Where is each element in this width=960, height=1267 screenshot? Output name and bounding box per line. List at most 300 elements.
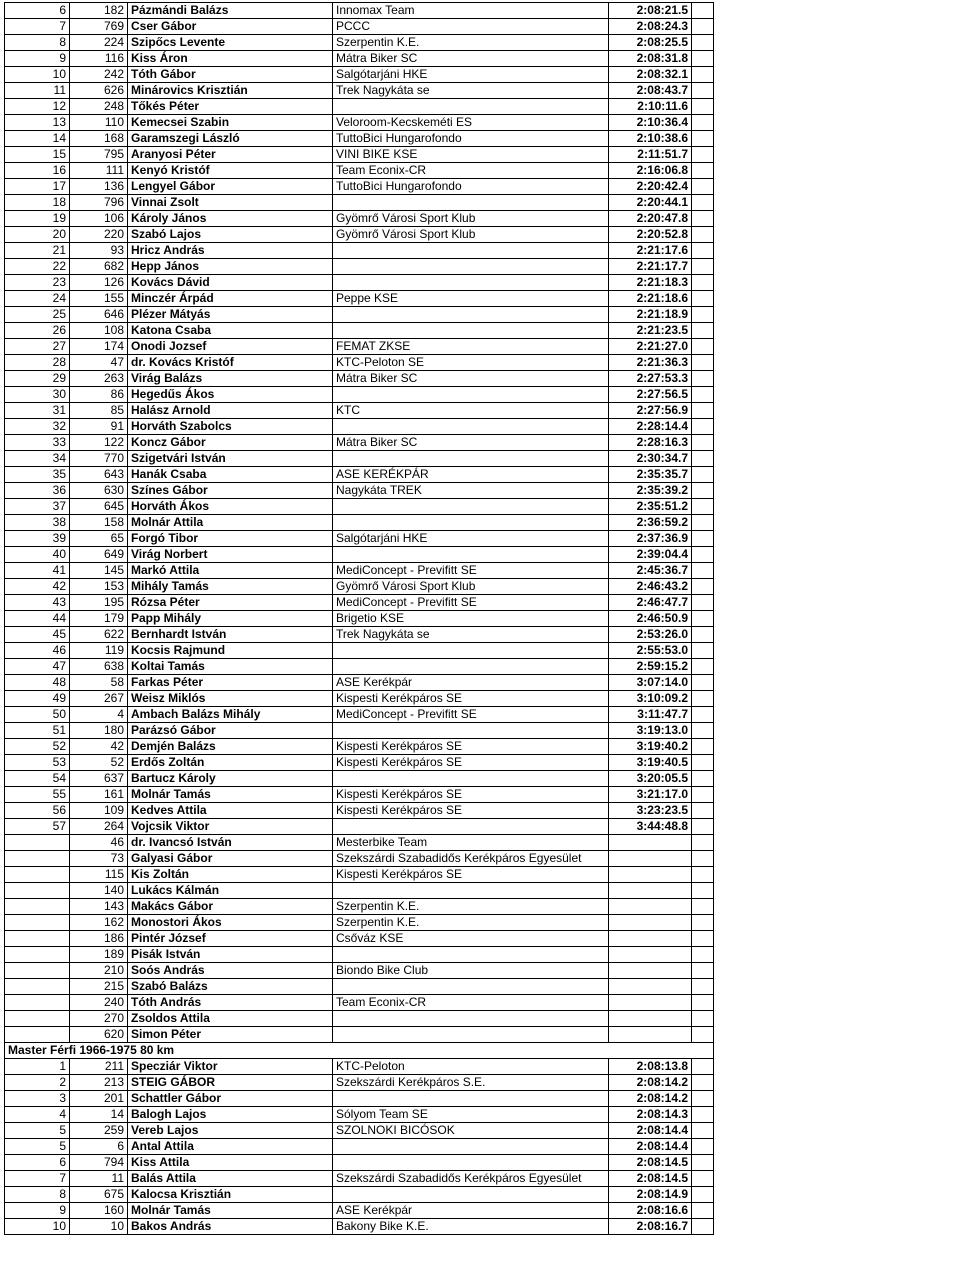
empty-cell [692, 467, 714, 483]
rider-name-cell: Hricz András [128, 243, 333, 259]
table-row [5, 467, 714, 483]
finish-time-cell: 2:27:56.5 [609, 387, 692, 403]
bib-number-cell: 211 [70, 1059, 128, 1075]
table-row [5, 1203, 714, 1219]
table-row [5, 627, 714, 643]
position-cell: 2 [5, 1075, 70, 1091]
rider-name-cell: Forgó Tibor [128, 531, 333, 547]
bib-number-cell: 14 [70, 1107, 128, 1123]
empty-cell [692, 963, 714, 979]
empty-cell [692, 243, 714, 259]
finish-time-cell: 2:10:36.4 [609, 115, 692, 131]
empty-cell [692, 803, 714, 819]
finish-time-cell: 2:28:14.4 [609, 419, 692, 435]
position-cell: 33 [5, 435, 70, 451]
empty-cell [692, 1203, 714, 1219]
finish-time-cell: 2:08:16.6 [609, 1203, 692, 1219]
position-cell: 47 [5, 659, 70, 675]
bib-number-cell: 108 [70, 323, 128, 339]
empty-cell [692, 275, 714, 291]
bib-number-cell: 267 [70, 691, 128, 707]
empty-cell [692, 883, 714, 899]
rider-name-cell: Molnár Tamás [128, 1203, 333, 1219]
table-row [5, 771, 714, 787]
bib-number-cell: 646 [70, 307, 128, 323]
finish-time-cell: 2:16:06.8 [609, 163, 692, 179]
empty-cell [692, 291, 714, 307]
table-row [5, 83, 714, 99]
team-cell: ASE KERÉKPÁR [333, 467, 609, 483]
empty-cell [692, 1171, 714, 1187]
rider-name-cell: Pázmándi Balázs [128, 3, 333, 19]
bib-number-cell: 93 [70, 243, 128, 259]
table-row [5, 723, 714, 739]
team-cell [333, 323, 609, 339]
bib-number-cell: 770 [70, 451, 128, 467]
rider-name-cell: Garamszegi László [128, 131, 333, 147]
empty-cell [692, 595, 714, 611]
team-cell: Team Econix-CR [333, 163, 609, 179]
rider-name-cell: Koltai Tamás [128, 659, 333, 675]
position-cell: 15 [5, 147, 70, 163]
table-row [5, 147, 714, 163]
finish-time-cell: 2:21:17.7 [609, 259, 692, 275]
rider-name-cell: Tóth András [128, 995, 333, 1011]
position-cell: 6 [5, 1155, 70, 1171]
bib-number-cell: 637 [70, 771, 128, 787]
rider-name-cell: Bakos András [128, 1219, 333, 1235]
empty-cell [692, 867, 714, 883]
finish-time-cell: 2:20:52.8 [609, 227, 692, 243]
position-cell: 35 [5, 467, 70, 483]
position-cell: 34 [5, 451, 70, 467]
bib-number-cell: 622 [70, 627, 128, 643]
bib-number-cell: 179 [70, 611, 128, 627]
table-row [5, 803, 714, 819]
table-row [5, 691, 714, 707]
finish-time-cell: 2:35:39.2 [609, 483, 692, 499]
team-cell [333, 275, 609, 291]
position-cell: 54 [5, 771, 70, 787]
empty-cell [692, 67, 714, 83]
rider-name-cell: Schattler Gábor [128, 1091, 333, 1107]
team-cell: KTC-Peloton [333, 1059, 609, 1075]
empty-cell [692, 387, 714, 403]
rider-name-cell: Kovács Dávid [128, 275, 333, 291]
team-cell: Kispesti Kerékpáros SE [333, 755, 609, 771]
finish-time-cell: 2:08:32.1 [609, 67, 692, 83]
position-cell: 45 [5, 627, 70, 643]
empty-cell [692, 179, 714, 195]
position-cell: 31 [5, 403, 70, 419]
team-cell: Brigetio KSE [333, 611, 609, 627]
team-cell [333, 387, 609, 403]
finish-time-cell: 2:08:14.9 [609, 1187, 692, 1203]
team-cell: Csőváz KSE [333, 931, 609, 947]
bib-number-cell: 168 [70, 131, 128, 147]
empty-cell [692, 51, 714, 67]
empty-cell [692, 675, 714, 691]
table-row [5, 787, 714, 803]
bib-number-cell: 189 [70, 947, 128, 963]
team-cell [333, 1027, 609, 1043]
team-cell [333, 771, 609, 787]
rider-name-cell: Horváth Ákos [128, 499, 333, 515]
rider-name-cell: Szabó Lajos [128, 227, 333, 243]
table-row [5, 835, 714, 851]
bib-number-cell: 65 [70, 531, 128, 547]
table-row [5, 755, 714, 771]
empty-cell [692, 115, 714, 131]
rider-name-cell: Markó Attila [128, 563, 333, 579]
position-cell: 26 [5, 323, 70, 339]
bib-number-cell: 240 [70, 995, 128, 1011]
finish-time-cell: 3:07:14.0 [609, 675, 692, 691]
team-cell: Gyömrő Városi Sport Klub [333, 579, 609, 595]
table-row [5, 115, 714, 131]
team-cell: Szekszárdi Szabadidős Kerékpáros Egyesület [333, 1171, 609, 1187]
bib-number-cell: 110 [70, 115, 128, 131]
finish-time-cell [609, 835, 692, 851]
rider-name-cell: Koncz Gábor [128, 435, 333, 451]
bib-number-cell: 158 [70, 515, 128, 531]
empty-cell [692, 563, 714, 579]
empty-cell [692, 979, 714, 995]
finish-time-cell [609, 851, 692, 867]
position-cell [5, 899, 70, 915]
empty-cell [692, 195, 714, 211]
team-cell: KTC-Peloton SE [333, 355, 609, 371]
position-cell: 55 [5, 787, 70, 803]
finish-time-cell: 2:08:21.5 [609, 3, 692, 19]
position-cell [5, 947, 70, 963]
position-cell: 5 [5, 1139, 70, 1155]
position-cell: 21 [5, 243, 70, 259]
position-cell: 50 [5, 707, 70, 723]
table-row [5, 499, 714, 515]
position-cell [5, 1027, 70, 1043]
empty-cell [692, 163, 714, 179]
empty-cell [692, 259, 714, 275]
finish-time-cell: 3:20:05.5 [609, 771, 692, 787]
position-cell: 4 [5, 1107, 70, 1123]
rider-name-cell: Vinnai Zsolt [128, 195, 333, 211]
empty-cell [692, 1011, 714, 1027]
rider-name-cell: Monostori Ákos [128, 915, 333, 931]
table-row [5, 995, 714, 1011]
table-row [5, 323, 714, 339]
finish-time-cell: 3:11:47.7 [609, 707, 692, 723]
empty-cell [692, 579, 714, 595]
team-cell: SZOLNOKI BICÓSOK [333, 1123, 609, 1139]
finish-time-cell: 2:36:59.2 [609, 515, 692, 531]
bib-number-cell: 248 [70, 99, 128, 115]
table-row [5, 259, 714, 275]
table-row [5, 931, 714, 947]
bib-number-cell: 215 [70, 979, 128, 995]
empty-cell [692, 739, 714, 755]
empty-cell [692, 147, 714, 163]
position-cell: 57 [5, 819, 70, 835]
bib-number-cell: 91 [70, 419, 128, 435]
finish-time-cell: 2:08:14.2 [609, 1091, 692, 1107]
team-cell [333, 99, 609, 115]
team-cell: Mátra Biker SC [333, 435, 609, 451]
team-cell: Kispesti Kerékpáros SE [333, 739, 609, 755]
bib-number-cell: 47 [70, 355, 128, 371]
rider-name-cell: Balás Attila [128, 1171, 333, 1187]
bib-number-cell: 106 [70, 211, 128, 227]
table-row [5, 403, 714, 419]
empty-cell [692, 3, 714, 19]
finish-time-cell [609, 1027, 692, 1043]
rider-name-cell: Kiss Attila [128, 1155, 333, 1171]
team-cell: Kispesti Kerékpáros SE [333, 803, 609, 819]
empty-cell [692, 483, 714, 499]
empty-cell [692, 931, 714, 947]
finish-time-cell: 2:11:51.7 [609, 147, 692, 163]
bib-number-cell: 10 [70, 1219, 128, 1235]
empty-cell [692, 1059, 714, 1075]
finish-time-cell: 2:08:14.5 [609, 1171, 692, 1187]
team-cell [333, 1011, 609, 1027]
rider-name-cell: Kalocsa Krisztián [128, 1187, 333, 1203]
rider-name-cell: Bernhardt István [128, 627, 333, 643]
bib-number-cell: 769 [70, 19, 128, 35]
team-cell [333, 259, 609, 275]
bib-number-cell: 242 [70, 67, 128, 83]
position-cell [5, 835, 70, 851]
table-row [5, 387, 714, 403]
team-cell [333, 883, 609, 899]
position-cell: 37 [5, 499, 70, 515]
position-cell: 38 [5, 515, 70, 531]
finish-time-cell: 3:19:13.0 [609, 723, 692, 739]
rider-name-cell: Molnár Attila [128, 515, 333, 531]
bib-number-cell: 213 [70, 1075, 128, 1091]
bib-number-cell: 264 [70, 819, 128, 835]
bib-number-cell: 675 [70, 1187, 128, 1203]
position-cell [5, 851, 70, 867]
bib-number-cell: 643 [70, 467, 128, 483]
bib-number-cell: 645 [70, 499, 128, 515]
empty-cell [692, 1219, 714, 1235]
finish-time-cell: 2:08:31.8 [609, 51, 692, 67]
rider-name-cell: Plézer Mátyás [128, 307, 333, 323]
table-row [5, 179, 714, 195]
position-cell: 9 [5, 51, 70, 67]
bib-number-cell: 140 [70, 883, 128, 899]
finish-time-cell: 2:10:11.6 [609, 99, 692, 115]
table-row [5, 595, 714, 611]
rider-name-cell: Aranyosi Péter [128, 147, 333, 163]
rider-name-cell: Zsoldos Attila [128, 1011, 333, 1027]
team-cell: Trek Nagykáta se [333, 83, 609, 99]
position-cell: 16 [5, 163, 70, 179]
position-cell: 10 [5, 67, 70, 83]
bib-number-cell: 155 [70, 291, 128, 307]
team-cell [333, 547, 609, 563]
finish-time-cell: 2:21:23.5 [609, 323, 692, 339]
finish-time-cell: 2:27:56.9 [609, 403, 692, 419]
empty-cell [692, 499, 714, 515]
finish-time-cell [609, 1011, 692, 1027]
team-cell: FEMAT ZKSE [333, 339, 609, 355]
bib-number-cell: 42 [70, 739, 128, 755]
position-cell: 18 [5, 195, 70, 211]
empty-cell [692, 643, 714, 659]
finish-time-cell [609, 963, 692, 979]
finish-time-cell: 2:21:17.6 [609, 243, 692, 259]
empty-cell [692, 1139, 714, 1155]
position-cell: 39 [5, 531, 70, 547]
team-cell: Szerpentin K.E. [333, 915, 609, 931]
empty-cell [692, 307, 714, 323]
empty-cell [692, 835, 714, 851]
rider-name-cell: Soós András [128, 963, 333, 979]
finish-time-cell: 2:08:13.8 [609, 1059, 692, 1075]
position-cell: 40 [5, 547, 70, 563]
bib-number-cell: 6 [70, 1139, 128, 1155]
rider-name-cell: Papp Mihály [128, 611, 333, 627]
position-cell: 9 [5, 1203, 70, 1219]
position-cell: 52 [5, 739, 70, 755]
team-cell: Kispesti Kerékpáros SE [333, 867, 609, 883]
rider-name-cell: Ambach Balázs Mihály [128, 707, 333, 723]
finish-time-cell: 2:20:44.1 [609, 195, 692, 211]
empty-cell [692, 915, 714, 931]
rider-name-cell: Szigetvári István [128, 451, 333, 467]
empty-cell [692, 899, 714, 915]
table-row [5, 435, 714, 451]
team-cell: Szekszárdi Kerékpáros S.E. [333, 1075, 609, 1091]
finish-time-cell: 2:21:36.3 [609, 355, 692, 371]
table-row [5, 963, 714, 979]
empty-cell [692, 19, 714, 35]
table-row [5, 1107, 714, 1123]
table-row [5, 851, 714, 867]
position-cell: 51 [5, 723, 70, 739]
team-cell [333, 979, 609, 995]
position-cell: 1 [5, 1059, 70, 1075]
team-cell [333, 195, 609, 211]
empty-cell [692, 1107, 714, 1123]
finish-time-cell: 2:35:35.7 [609, 467, 692, 483]
team-cell: ASE Kerékpár [333, 675, 609, 691]
table-row [5, 339, 714, 355]
position-cell [5, 979, 70, 995]
finish-time-cell: 3:10:09.2 [609, 691, 692, 707]
bib-number-cell: 145 [70, 563, 128, 579]
bib-number-cell: 119 [70, 643, 128, 659]
empty-cell [692, 851, 714, 867]
position-cell: 56 [5, 803, 70, 819]
empty-cell [692, 355, 714, 371]
bib-number-cell: 210 [70, 963, 128, 979]
team-cell [333, 643, 609, 659]
team-cell: KTC [333, 403, 609, 419]
table-row [5, 867, 714, 883]
team-cell: Team Econix-CR [333, 995, 609, 1011]
empty-cell [692, 755, 714, 771]
table-row [5, 67, 714, 83]
table-row [5, 163, 714, 179]
team-cell: MediConcept - Previfitt SE [333, 563, 609, 579]
finish-time-cell: 2:21:18.3 [609, 275, 692, 291]
position-cell: 42 [5, 579, 70, 595]
position-cell: 36 [5, 483, 70, 499]
bib-number-cell: 52 [70, 755, 128, 771]
team-cell [333, 499, 609, 515]
rider-name-cell: Horváth Szabolcs [128, 419, 333, 435]
finish-time-cell: 2:46:43.2 [609, 579, 692, 595]
table-row [5, 1139, 714, 1155]
finish-time-cell [609, 867, 692, 883]
position-cell: 41 [5, 563, 70, 579]
finish-time-cell: 3:23:23.5 [609, 803, 692, 819]
position-cell: 30 [5, 387, 70, 403]
position-cell [5, 883, 70, 899]
bib-number-cell: 109 [70, 803, 128, 819]
position-cell: 23 [5, 275, 70, 291]
position-cell [5, 995, 70, 1011]
empty-cell [692, 99, 714, 115]
team-cell: Mesterbike Team [333, 835, 609, 851]
table-row [5, 1123, 714, 1139]
team-cell [333, 419, 609, 435]
bib-number-cell: 186 [70, 931, 128, 947]
team-cell [333, 307, 609, 323]
results-table [4, 2, 714, 1235]
position-cell: 6 [5, 3, 70, 19]
team-cell: VINI BIKE KSE [333, 147, 609, 163]
bib-number-cell: 153 [70, 579, 128, 595]
team-cell: Mátra Biker SC [333, 51, 609, 67]
finish-time-cell: 2:35:51.2 [609, 499, 692, 515]
position-cell: 7 [5, 19, 70, 35]
section-header-row [5, 1043, 714, 1059]
bib-number-cell: 180 [70, 723, 128, 739]
table-row [5, 563, 714, 579]
table-row [5, 675, 714, 691]
empty-cell [692, 611, 714, 627]
table-row [5, 355, 714, 371]
position-cell: 13 [5, 115, 70, 131]
position-cell [5, 1011, 70, 1027]
rider-name-cell: Mihály Tamás [128, 579, 333, 595]
team-cell: Salgótarjáni HKE [333, 531, 609, 547]
finish-time-cell [609, 899, 692, 915]
finish-time-cell: 2:21:18.9 [609, 307, 692, 323]
bib-number-cell: 620 [70, 1027, 128, 1043]
bib-number-cell: 160 [70, 1203, 128, 1219]
team-cell: Szerpentin K.E. [333, 899, 609, 915]
team-cell [333, 1155, 609, 1171]
team-cell: Szerpentin K.E. [333, 35, 609, 51]
empty-cell [692, 995, 714, 1011]
position-cell: 27 [5, 339, 70, 355]
finish-time-cell: 2:08:14.2 [609, 1075, 692, 1091]
bib-number-cell: 46 [70, 835, 128, 851]
table-row [5, 819, 714, 835]
finish-time-cell: 2:08:14.4 [609, 1139, 692, 1155]
rider-name-cell: Rózsa Péter [128, 595, 333, 611]
rider-name-cell: Bartucz Károly [128, 771, 333, 787]
empty-cell [692, 371, 714, 387]
table-row [5, 1091, 714, 1107]
position-cell: 12 [5, 99, 70, 115]
bib-number-cell: 161 [70, 787, 128, 803]
